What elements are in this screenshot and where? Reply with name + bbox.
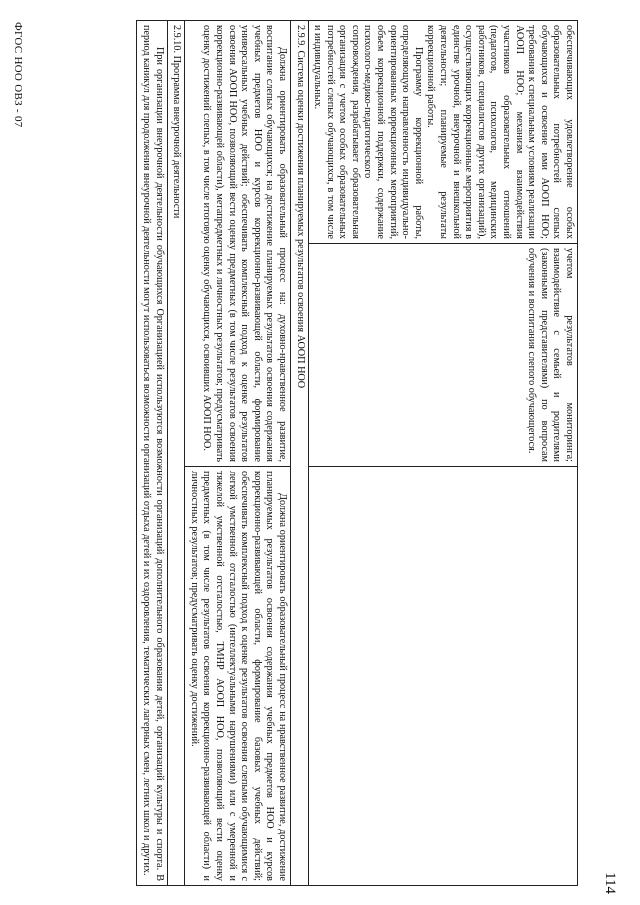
page-footer: ФГОС НОО ОВЗ - 07: [12, 22, 24, 128]
correction-col3: [308, 467, 577, 886]
section-2910-body: [137, 21, 167, 886]
section-299-title: 2.9.9. Система оценки достижения планируемых результатов освоения АООП НОО: [294, 25, 306, 389]
table-row: [308, 21, 577, 886]
correction-col1: [308, 21, 577, 244]
section-299-title-cell: [290, 21, 308, 886]
section-2910-title-cell: [167, 21, 185, 886]
correction-col2: [308, 244, 577, 467]
table-row: [167, 21, 185, 886]
section-299-col3: [185, 467, 291, 886]
table-row: [137, 21, 167, 886]
correction-col2-text: учетом результатов мониторинга; взаимодействие с семьей и родителями (законными представителями) по вопросам обучения и воспитания слепого обучающегося.: [526, 248, 575, 462]
requirements-table: [136, 20, 578, 886]
correction-col1-text: обеспечивающих удовлетворение особых образовательных потребностей слепых обучающихся и освоение ими АООП НОО; требования к специальным условиям реализации АООП НОО; механизм взаимодействия участников образовательных отношений (педагогов, психологов, медицинских работников, специалистов других организаций), осуществляющих коррекционные мероприятия в единстве урочной, внеурочной и внешкольной деятельности; планируемые результаты коррекционной работы.: [425, 25, 575, 239]
section-2910-text: При организации внеурочной деятельности обучающихся Организацией используются возможности организаций дополнительного образования детей, организаций культуры и спорта. В период каникул для продолжения внеурочной деятельности могут использоваться возможности организаций отдыха детей и их оздоровления, тематических лагерных смен, летних школ и других.: [141, 25, 165, 881]
table-row: [185, 21, 291, 886]
section-2910-title: 2.9.10. Программа внеурочной деятельности: [171, 25, 183, 219]
section-299-col1-text: Должна ориентировать образовательный процесс на: духовно-нравственное развитие, воспитание слепых обучающихся; на достижение планируемых результатов освоения содержания учебных предметов НОО и курсов коррекционно-развивающей области, формирование универсальных учебных действий; обеспечивать комплексный подход к оценке результатов освоения АООП НОО, позволяющий вести оценку предметных (в том числе результатов освоения коррекционно-развивающей области), метапредметных и личностных результатов; предусматривать оценку достижений слепых, в том числе итоговую оценку обучающихся, освоивших АООП НОО.: [201, 25, 288, 462]
page-number: 114: [602, 872, 618, 894]
correction-col1-text2: Программу коррекционной работы, определяющую направленность индивидуально-ориентированных коррекционных мероприятий, объем коррекционной поддержки, содержание психолого-медико-педагогического сопровождения, разрабатывает образовательная организация с учетом особых образовательных потребностей слепых обучающихся, в том числе и индивидуальных.: [312, 25, 424, 239]
table-row: [290, 21, 308, 886]
section-299-col1: [185, 21, 291, 467]
section-299-col3-text: Должна ориентировать образовательный процесс на нравственное развитие, достижение планируемых результатов освоения содержания учебных предметов НОО и курсов коррекционно-развивающей области, формирование базовых учебных действий; обеспечивать комплексный подход к оценке результатов освоения слепыми обучающимися с легкой умственной отсталостью (интеллектуальными нарушениями) или с умеренной и тяжелой умственной отсталостью, ТМНР АООП НОО, позволяющий вести оценку предметных (в том числе результатов освоения коррекционно-развивающей области) и личностных результатов; предусматривать оценку достижений.: [188, 471, 288, 881]
